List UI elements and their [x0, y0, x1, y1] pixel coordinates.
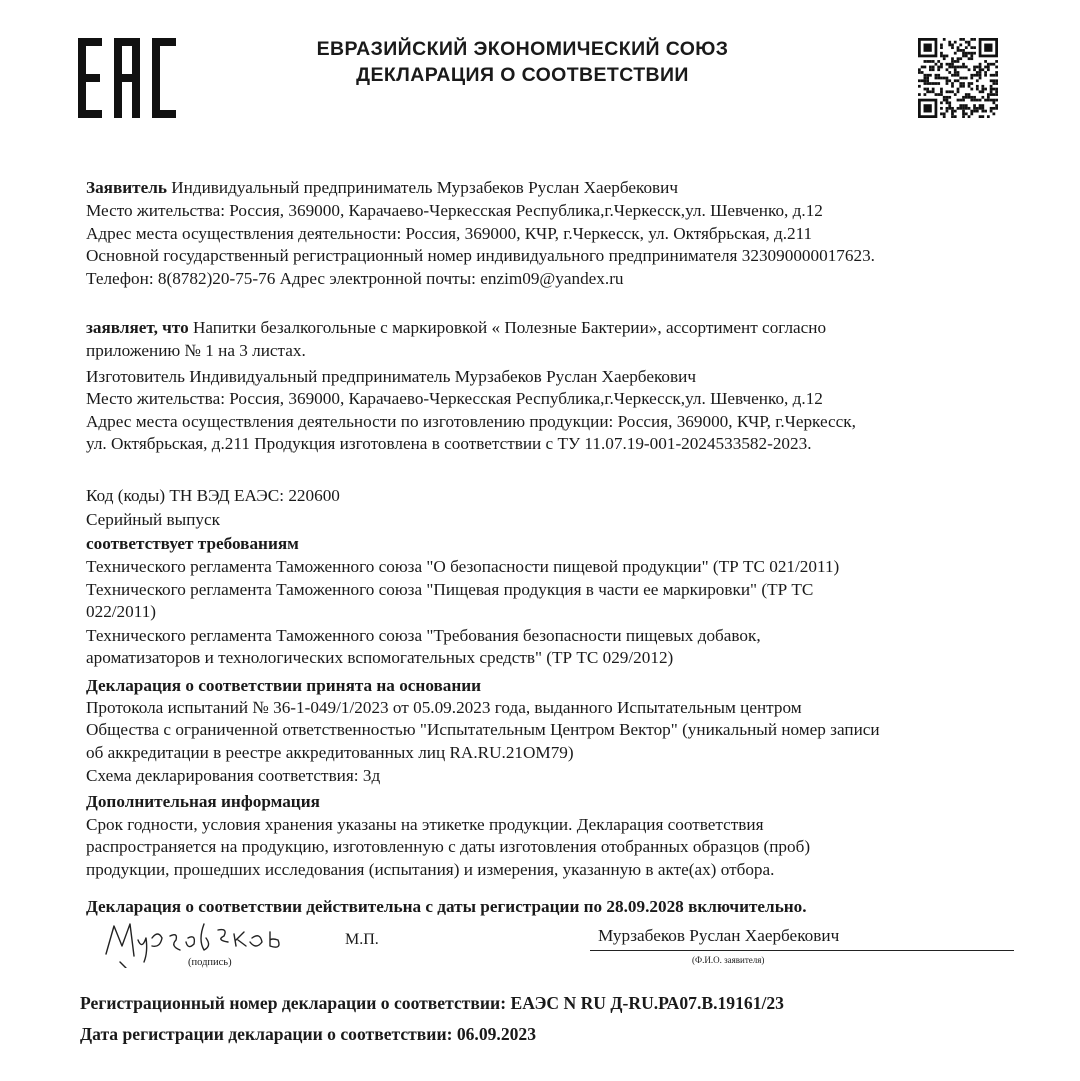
qr-code	[917, 38, 999, 118]
requirement-item: ароматизаторов и технологических вспомогательных средств" (ТР ТС 029/2012)	[86, 648, 674, 667]
manufacturer-residence: Место жительства: Россия, 369000, Карачаево-Черкесская Республика,г.Черкесск,ул. Шевченко, д.12	[86, 389, 823, 408]
basis-line: Протокола испытаний № 36-1-049/1/2023 от 05.09.2023 года, выданного Испытательным центром	[86, 698, 802, 717]
requirement-item: Технического регламента Таможенного союза "Требования безопасности пищевых добавок,	[86, 626, 761, 645]
product-description: Напитки безалкогольные с маркировкой « Полезные Бактерии», ассортимент согласно	[192, 318, 827, 337]
basis-line: об аккредитации в реестре аккредитованных лиц RA.RU.21OM79)	[86, 743, 574, 762]
document-header	[250, 36, 795, 88]
applicant-activity-address: Адрес места осуществления деятельности: Россия, 369000, КЧР, г.Черкесск, ул. Октябрьская, д.211	[86, 224, 813, 243]
validity-statement: Декларация о соответствии действительна с даты регистрации по 28.09.2028 включительно.	[86, 897, 807, 916]
registration-number: Регистрационный номер декларации о соответствии: ЕАЭС N RU Д-RU.РА07.В.19161/23	[80, 993, 784, 1013]
requirements-heading: соответствует требованиям	[86, 534, 299, 553]
basis-heading: Декларация о соответствии принята на основании	[86, 676, 482, 695]
additional-line: продукции, прошедших исследования (испытания) и измерения, указанную в акте(ах) отбора.	[86, 860, 775, 879]
declares-line	[86, 318, 826, 338]
hs-code: Код (коды) ТН ВЭД ЕАЭС: 220600	[86, 486, 340, 505]
requirement-item: 022/2011)	[86, 602, 157, 621]
eac-logo	[76, 38, 178, 118]
additional-heading: Дополнительная информация	[86, 792, 320, 811]
product-annex: приложению № 1 на 3 листах.	[86, 341, 306, 360]
serial-production: Серийный выпуск	[86, 510, 220, 529]
requirement-item: Технического регламента Таможенного союза "О безопасности пищевой продукции" (ТР ТС 021/2011)	[86, 557, 840, 576]
manufacturer: Изготовитель Индивидуальный предприниматель Мурзабеков Руслан Хаербекович	[86, 367, 696, 386]
applicant-contacts: Телефон: 8(8782)20-75-76 Адрес электронной почты: enzim09@yandex.ru	[86, 269, 624, 288]
production-address: Адрес места осуществления деятельности по изготовлению продукции: Россия, 369000, КЧР, г.Черкесск,	[86, 412, 856, 431]
declaration-scheme: Схема декларирования соответствия: 3д	[86, 766, 381, 785]
applicant-ogrnip: Основной государственный регистрационный номер индивидуального предпринимателя 323090000017623.	[86, 246, 875, 265]
basis-line: Общества с ограниченной ответственностью "Испытательным Центром Вектор" (уникальный номер записи	[86, 720, 880, 739]
signature-rule	[590, 950, 1014, 951]
applicant-label: Заявитель	[86, 178, 167, 197]
requirement-item: Технического регламента Таможенного союза "Пищевая продукция в части ее маркировки" (ТР ТС	[86, 580, 814, 599]
union-title: ЕВРАЗИЙСКИЙ ЭКОНОМИЧЕСКИЙ СОЮЗ	[316, 38, 729, 60]
declaration-title: ДЕКЛАРАЦИЯ О СООТВЕТСТВИИ	[356, 64, 689, 86]
declares-label: заявляет, что	[86, 318, 189, 337]
fio-caption: (Ф.И.О. заявителя)	[692, 955, 765, 965]
applicant-residence: Место жительства: Россия, 369000, Карачаево-Черкесская Республика,г.Черкесск,ул. Шевченко, д.12	[86, 201, 823, 220]
stamp-place-label: М.П.	[345, 931, 379, 948]
applicant-line	[86, 178, 678, 198]
additional-line: Срок годности, условия хранения указаны на этикетке продукции. Декларация соответствия	[86, 815, 764, 834]
additional-line: распространяется на продукцию, изготовленную с даты изготовления отобранных образцов (проб)	[86, 837, 811, 856]
signatory-name: Мурзабеков Руслан Хаербекович	[598, 926, 840, 945]
production-address-cont: ул. Октябрьская, д.211 Продукция изготовлена в соответствии с ТУ 11.07.19-001-2024533582-2023.	[86, 434, 812, 453]
applicant-name: Индивидуальный предприниматель Мурзабеков Руслан Хаербекович	[171, 178, 679, 197]
registration-date: Дата регистрации декларации о соответствии: 06.09.2023	[80, 1024, 537, 1044]
signature-caption: (подпись)	[188, 957, 232, 968]
